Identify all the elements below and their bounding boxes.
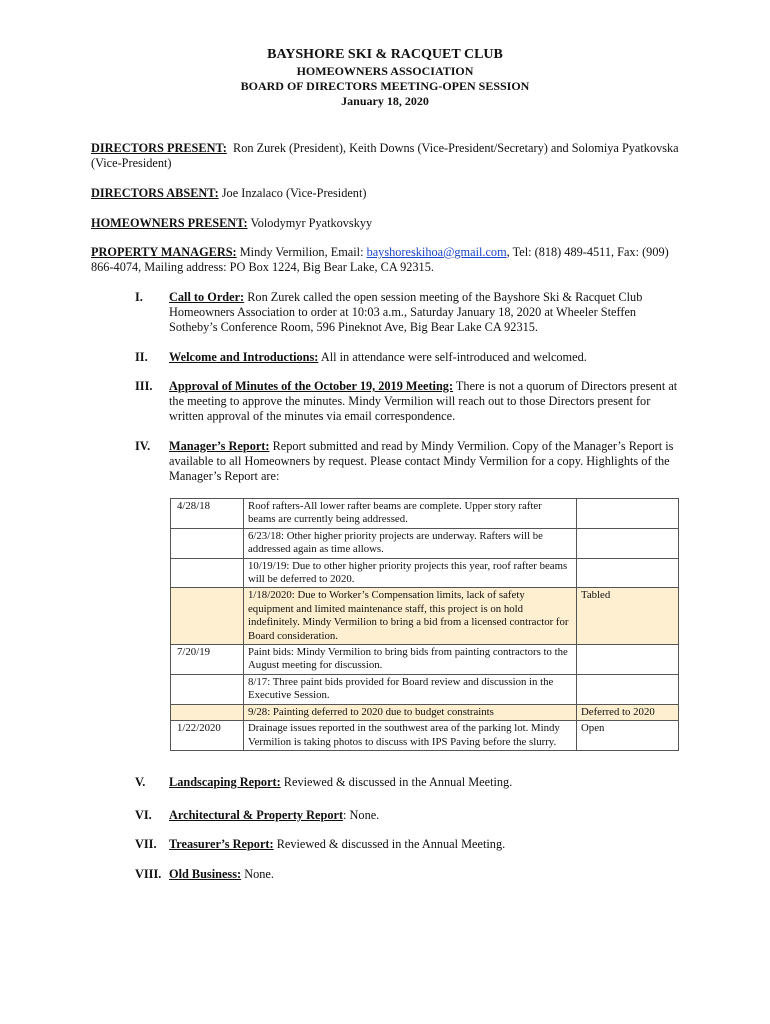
homeowners-present-text: Volodymyr Pyatkovskyy (250, 216, 373, 230)
table-row (171, 558, 679, 588)
section-number: IV. (135, 439, 151, 453)
row-note: 9/28: Painting deferred to 2020 due to budget constraints (244, 704, 577, 720)
homeowners-present-label: HOMEOWNERS PRESENT: (91, 216, 248, 230)
section-title: Architectural & Property Report (169, 808, 344, 822)
row-note: 1/18/2020: Due to Worker’s Compensation limits, lack of safety equipment and limited maintenance staff, this project is on hold indefinitely. Mindy Vermilion to bring a bid from a licensed contractor for Board consideration. (244, 588, 577, 645)
manager-email-link[interactable]: bayshoreskihoa@gmail.com (366, 245, 507, 259)
directors-present-text: Ron Zurek (President), Keith Downs (Vice-President/Secretary) and Solomiya Pyatkovska (Vice-President) (91, 141, 679, 170)
directors-absent-label: DIRECTORS ABSENT: (91, 186, 219, 200)
section-text: Report submitted and read by Mindy Vermilion. Copy of the Manager’s Report is available to all Homeowners by request. Please contact Mindy Vermilion for a copy. Highlights of the Manager’s Report are: (169, 439, 674, 483)
section-title: Treasurer’s Report: (169, 837, 274, 851)
section-text: : None. (343, 808, 380, 822)
row-date (171, 588, 244, 645)
row-date (171, 704, 244, 720)
table-row (171, 528, 679, 558)
section-number: III. (135, 379, 153, 393)
section-title: Call to Order: (169, 290, 245, 304)
row-note: Paint bids: Mindy Vermilion to bring bids from painting contractors to the August meeting for discussion. (244, 645, 577, 675)
row-date (171, 528, 244, 558)
row-status: Tabled (577, 588, 679, 645)
section-title: Manager’s Report: (169, 439, 270, 453)
section-title: Welcome and Introductions: (169, 350, 319, 364)
property-managers-text: Mindy Vermilion, Email: (239, 245, 364, 259)
row-note: Drainage issues reported in the southwest area of the parking lot. Mindy Vermilion is taking photos to discuss with IPS Paving before the slurry. (244, 721, 577, 751)
meeting-title: BOARD OF DIRECTORS MEETING-OPEN SESSION (240, 79, 530, 93)
section-text: There is not a quorum of Directors present at the meeting to approve the minutes. Mindy Vermilion will reach out to those Directors present for written approval of the minutes via email correspondence. (169, 379, 678, 423)
row-status: Open (577, 721, 679, 751)
row-note: 8/17: Three paint bids provided for Board review and discussion in the Executive Session. (244, 674, 577, 704)
section-text: All in attendance were self-introduced and welcomed. (320, 350, 587, 364)
directors-present (91, 141, 691, 171)
row-status (577, 499, 679, 529)
section-number: VI. (135, 808, 152, 822)
row-status (577, 674, 679, 704)
directors-absent-text: Joe Inzalaco (Vice-President) (221, 186, 367, 200)
row-date: 7/20/19 (171, 645, 244, 675)
association-name: HOMEOWNERS ASSOCIATION (296, 64, 474, 78)
managers-report-table (170, 498, 679, 751)
section-number: I. (135, 290, 143, 304)
section-text: Reviewed & discussed in the Annual Meeting. (283, 775, 513, 789)
table-row (171, 721, 679, 751)
row-date (171, 558, 244, 588)
table-row (171, 499, 679, 529)
section-text: None. (244, 867, 274, 881)
table-row (171, 588, 679, 645)
row-status (577, 645, 679, 675)
table-row (171, 645, 679, 675)
homeowners-present (91, 216, 691, 231)
property-managers-contact: , Tel: (818) 489-4511, Fax: (909) 866-4074, Mailing address: PO Box 1224, Big Bear Lake, CA 92315. (91, 245, 669, 274)
table-row (171, 704, 679, 720)
row-status (577, 528, 679, 558)
section-text: Reviewed & discussed in the Annual Meeting. (276, 837, 506, 851)
row-date: 1/22/2020 (171, 721, 244, 751)
row-note: 6/23/18: Other higher priority projects are underway. Rafters will be addressed again as time allows. (244, 528, 577, 558)
section-number: VII. (135, 837, 157, 851)
document-header (0, 46, 770, 109)
directors-absent (91, 186, 691, 201)
directors-present-label: DIRECTORS PRESENT: (91, 141, 227, 155)
meeting-date: January 18, 2020 (341, 94, 429, 108)
club-name: BAYSHORE SKI & RACQUET CLUB (267, 47, 503, 62)
table-row (171, 674, 679, 704)
property-managers-label: PROPERTY MANAGERS: (91, 245, 237, 259)
row-note: 10/19/19: Due to other higher priority projects this year, roof rafter beams will be deferred to 2020. (244, 558, 577, 588)
section-number: II. (135, 350, 148, 364)
property-managers (91, 245, 691, 275)
section-number: V. (135, 775, 146, 789)
row-date (171, 674, 244, 704)
row-note: Roof rafters-All lower rafter beams are complete. Upper story rafter beams are currently being addressed. (244, 499, 577, 529)
row-status (577, 558, 679, 588)
section-number: VIII. (135, 867, 162, 881)
row-date: 4/28/18 (171, 499, 244, 529)
section-title: Old Business: (169, 867, 242, 881)
row-status: Deferred to 2020 (577, 704, 679, 720)
section-title: Approval of Minutes of the October 19, 2019 Meeting: (169, 379, 454, 393)
section-title: Landscaping Report: (169, 775, 281, 789)
section-text: Ron Zurek called the open session meeting of the Bayshore Ski & Racquet Club Homeowners Association to order at 10:03 a.m., Saturday January 18, 2020 at Wheeler Steffen Sotheby’s Conference Room, 596 Pineknot Ave, Big Bear Lake CA 92315. (169, 290, 643, 334)
